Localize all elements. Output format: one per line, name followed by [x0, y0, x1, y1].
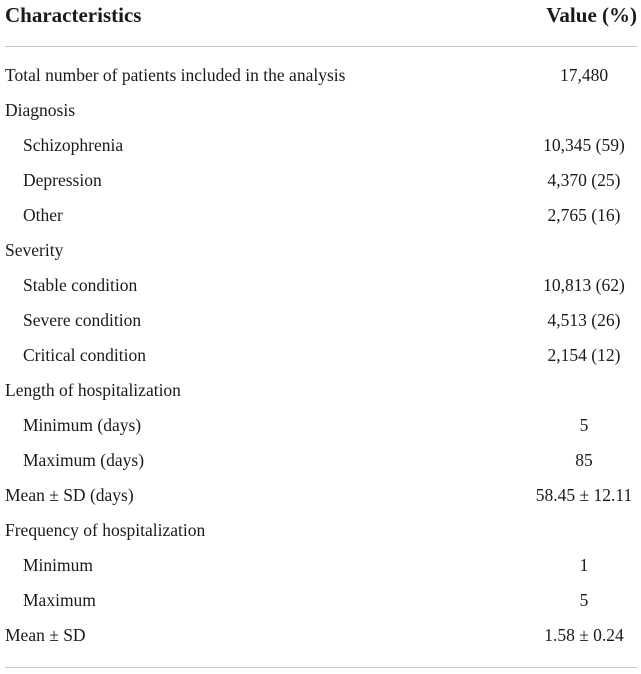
table-row — [0, 339, 641, 374]
table-row — [0, 409, 641, 444]
row-value: 2,765 (16) — [547, 205, 621, 225]
row-value: 17,480 — [559, 65, 609, 85]
row-label: Depression — [23, 170, 102, 190]
row-value: 2,154 (12) — [547, 345, 621, 365]
header-value: Value (%) — [546, 3, 637, 27]
row-label: Frequency of hospitalization — [5, 520, 206, 540]
table-row — [0, 269, 641, 304]
table-row — [0, 584, 641, 619]
row-label: Stable condition — [23, 275, 138, 295]
row-label: Severe condition — [23, 310, 142, 330]
row-label: Mean ± SD — [5, 625, 86, 645]
row-value: 5 — [579, 415, 589, 435]
table-row — [0, 479, 641, 514]
table-row — [0, 199, 641, 234]
row-value: 4,513 (26) — [547, 310, 621, 330]
footer-divider — [5, 667, 637, 668]
row-value: 10,345 (59) — [543, 135, 625, 155]
table-row — [0, 59, 641, 94]
row-value: 1 — [579, 555, 589, 575]
table-row — [0, 129, 641, 164]
table-row — [0, 374, 641, 409]
row-label: Mean ± SD (days) — [5, 485, 134, 505]
row-label: Maximum (days) — [23, 450, 145, 470]
row-label: Minimum (days) — [23, 415, 142, 435]
row-label: Total number of patients included in the analysis — [5, 65, 346, 85]
row-value: 4,370 (25) — [547, 170, 621, 190]
table-row — [0, 514, 641, 549]
row-label: Critical condition — [23, 345, 146, 365]
row-label: Maximum — [23, 590, 96, 610]
table-row — [0, 549, 641, 584]
row-label: Other — [23, 205, 63, 225]
row-value: 1.58 ± 0.24 — [544, 625, 624, 645]
table-row — [0, 304, 641, 339]
table-row — [0, 94, 641, 129]
row-label: Length of hospitalization — [5, 380, 181, 400]
table-row — [0, 444, 641, 479]
table-body — [0, 59, 641, 654]
row-value: 85 — [575, 450, 593, 470]
row-label: Minimum — [23, 555, 94, 575]
header-characteristics: Characteristics — [5, 3, 142, 27]
table-row — [0, 234, 641, 269]
row-label: Severity — [5, 240, 64, 260]
row-label: Schizophrenia — [23, 135, 124, 155]
row-value: 10,813 (62) — [543, 275, 625, 295]
table-row — [0, 619, 641, 654]
header-divider — [5, 46, 637, 47]
table-header — [0, 0, 637, 44]
row-value: 5 — [579, 590, 589, 610]
table-row — [0, 164, 641, 199]
row-label: Diagnosis — [5, 100, 75, 120]
row-value: 58.45 ± 12.11 — [535, 485, 633, 505]
